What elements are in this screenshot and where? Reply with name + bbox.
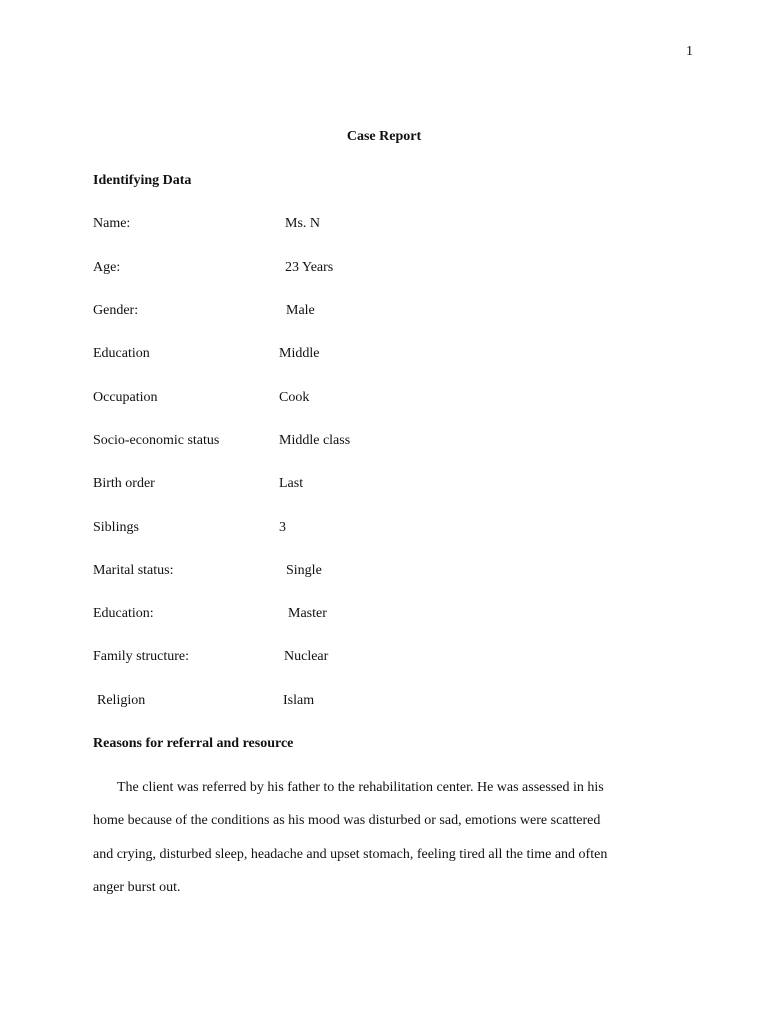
field-label: Family structure: [93, 649, 190, 664]
field-row-education-level [0, 346, 768, 366]
field-label: Education: [93, 606, 154, 621]
field-value: Islam [283, 693, 315, 708]
page-number: 1 [686, 44, 693, 59]
field-value: Nuclear [284, 649, 329, 664]
field-value: 23 Years [285, 260, 334, 275]
field-value: 3 [279, 520, 286, 535]
field-row-name [0, 216, 768, 236]
field-value: Cook [279, 390, 310, 405]
field-label: Religion [97, 693, 146, 708]
field-row-socio-economic-status [0, 433, 768, 453]
field-label: Marital status: [93, 563, 174, 578]
paragraph-line: anger burst out. [93, 880, 181, 895]
field-row-siblings [0, 520, 768, 540]
field-label: Socio-economic status [93, 433, 220, 448]
field-value: Middle [279, 346, 320, 361]
field-value: Middle class [279, 433, 351, 448]
field-label: Age: [93, 260, 121, 275]
field-value: Last [279, 476, 304, 491]
field-label: Name: [93, 216, 131, 231]
field-value: Single [286, 563, 322, 578]
field-row-marital-status [0, 563, 768, 583]
paragraph-line: home because of the conditions as his mood was disturbed or sad, emotions were scattered [93, 813, 601, 828]
field-label: Occupation [93, 390, 158, 405]
referral-heading: Reasons for referral and resource [93, 736, 294, 751]
field-label: Birth order [93, 476, 155, 491]
field-value: Ms. N [285, 216, 321, 231]
field-row-gender [0, 303, 768, 323]
field-row-occupation [0, 390, 768, 410]
field-label: Siblings [93, 520, 139, 535]
field-value: Master [288, 606, 327, 621]
document-title: Case Report [346, 129, 422, 144]
paragraph-line: and crying, disturbed sleep, headache and upset stomach, feeling tired all the time and often [93, 847, 608, 862]
field-row-religion [0, 693, 768, 713]
field-value: Male [286, 303, 315, 318]
paragraph-line: The client was referred by his father to the rehabilitation center. He was assessed in his [117, 780, 604, 795]
field-row-birth-order [0, 476, 768, 496]
field-row-age [0, 260, 768, 280]
field-row-family-structure [0, 649, 768, 669]
field-label: Gender: [93, 303, 139, 318]
identifying-data-heading: Identifying Data [93, 173, 192, 188]
field-label: Education [93, 346, 150, 361]
field-row-education-degree [0, 606, 768, 626]
